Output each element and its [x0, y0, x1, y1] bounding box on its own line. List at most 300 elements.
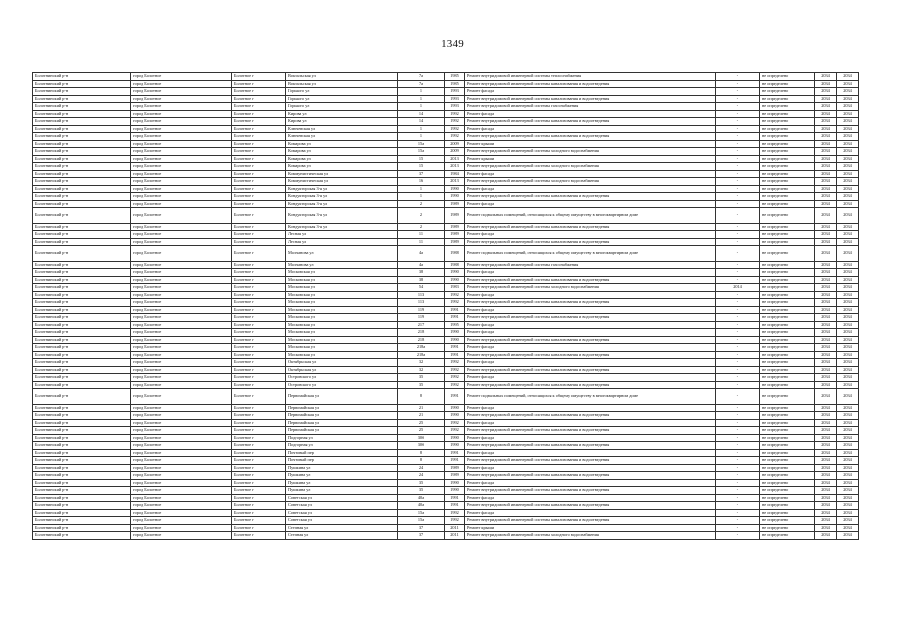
fund-year-cell: - [716, 73, 760, 81]
status-cell: не определено [760, 329, 815, 337]
house-number-cell: 30б [398, 434, 445, 442]
settlement-cell: город Болотное [131, 427, 232, 435]
street-cell: Комарова ул [286, 163, 398, 171]
work-type-cell: Ремонт фасада [465, 434, 716, 442]
plan-year-start-cell: 2034 [815, 261, 837, 269]
table-row [33, 299, 859, 307]
locality-cell: Болотное г [232, 336, 286, 344]
fund-year-cell: - [716, 351, 760, 359]
fund-year-cell: - [716, 457, 760, 465]
plan-year-start-cell: 2034 [815, 284, 837, 292]
build-year-cell: 1990 [445, 487, 465, 495]
locality-cell: Болотное г [232, 404, 286, 412]
status-cell: не определено [760, 419, 815, 427]
locality-cell: Болотное г [232, 351, 286, 359]
table-row [33, 193, 859, 201]
street-cell: Первомайская ул [286, 404, 398, 412]
house-number-cell: 4а [398, 261, 445, 269]
street-cell: Молчанова ул [286, 246, 398, 262]
house-number-cell: 32 [398, 359, 445, 367]
district-cell: Болотнинский р-н [33, 336, 131, 344]
locality-cell: Болотное г [232, 163, 286, 171]
work-type-cell: Ремонт крыши [465, 524, 716, 532]
fund-year-cell: - [716, 299, 760, 307]
settlement-cell: город Болотное [131, 314, 232, 322]
district-cell: Болотнинский р-н [33, 329, 131, 337]
table-row [33, 329, 859, 337]
settlement-cell: город Болотное [131, 140, 232, 148]
house-number-cell: 2 [398, 223, 445, 231]
district-cell: Болотнинский р-н [33, 314, 131, 322]
table-row [33, 73, 859, 81]
district-cell: Болотнинский р-н [33, 238, 131, 246]
fund-year-cell: - [716, 291, 760, 299]
fund-year-cell: - [716, 246, 760, 262]
table-row [33, 178, 859, 186]
settlement-cell: город Болотное [131, 524, 232, 532]
settlement-cell: город Болотное [131, 494, 232, 502]
street-cell: Пушкина ул [286, 487, 398, 495]
street-cell: Пушкина ул [286, 464, 398, 472]
work-type-cell: Ремонт фасада [465, 404, 716, 412]
work-type-cell: Ремонт внутридомовой инженерной системы канализования и водоотведения [465, 517, 716, 525]
district-cell: Болотнинский р-н [33, 464, 131, 472]
settlement-cell: город Болотное [131, 329, 232, 337]
table-row [33, 118, 859, 126]
fund-year-cell: - [716, 502, 760, 510]
build-year-cell: 1993 [445, 95, 465, 103]
plan-year-start-cell: 2034 [815, 366, 837, 374]
fund-year-cell: - [716, 404, 760, 412]
status-cell: не определено [760, 133, 815, 141]
street-cell: Московская ул [286, 299, 398, 307]
street-cell: Московская ул [286, 306, 398, 314]
house-number-cell: 54 [398, 284, 445, 292]
status-cell: не определено [760, 351, 815, 359]
settlement-cell: город Болотное [131, 517, 232, 525]
fund-year-cell: - [716, 155, 760, 163]
status-cell: не определено [760, 80, 815, 88]
locality-cell: Болотное г [232, 238, 286, 246]
locality-cell: Болотное г [232, 517, 286, 525]
locality-cell: Болотное г [232, 464, 286, 472]
status-cell: не определено [760, 125, 815, 133]
district-cell: Болотнинский р-н [33, 223, 131, 231]
locality-cell: Болотное г [232, 125, 286, 133]
fund-year-cell: - [716, 532, 760, 540]
settlement-cell: город Болотное [131, 200, 232, 208]
plan-year-start-cell: 2034 [815, 170, 837, 178]
settlement-cell: город Болотное [131, 261, 232, 269]
fund-year-cell: - [716, 140, 760, 148]
build-year-cell: 1989 [445, 238, 465, 246]
fund-year-cell: - [716, 261, 760, 269]
house-number-cell: 1 [398, 95, 445, 103]
build-year-cell: 1991 [445, 314, 465, 322]
table-row [33, 427, 859, 435]
build-year-cell: 1991 [445, 306, 465, 314]
plan-year-start-cell: 2034 [815, 389, 837, 405]
fund-year-cell: - [716, 524, 760, 532]
work-type-cell: Ремонт подвальных помещений, относящихся к общему имуществу в многоквартирном доме [465, 208, 716, 224]
work-type-cell: Ремонт внутридомовой инженерной системы канализования и водоотведения [465, 427, 716, 435]
plan-year-start-cell: 2034 [815, 95, 837, 103]
district-cell: Болотнинский р-н [33, 389, 131, 405]
plan-year-end-cell: 2034 [837, 329, 859, 337]
work-type-cell: Ремонт внутридомовой инженерной системы канализования и водоотведения [465, 223, 716, 231]
house-number-cell: 15 [398, 155, 445, 163]
house-number-cell: 32 [398, 366, 445, 374]
plan-year-end-cell: 2034 [837, 178, 859, 186]
work-type-cell: Ремонт фасада [465, 269, 716, 277]
build-year-cell: 1991 [445, 494, 465, 502]
status-cell: не определено [760, 374, 815, 382]
plan-year-start-cell: 2034 [815, 306, 837, 314]
plan-year-end-cell: 2034 [837, 73, 859, 81]
status-cell: не определено [760, 502, 815, 510]
district-cell: Болотнинский р-н [33, 103, 131, 111]
plan-year-end-cell: 2034 [837, 359, 859, 367]
district-cell: Болотнинский р-н [33, 479, 131, 487]
settlement-cell: город Болотное [131, 276, 232, 284]
work-type-cell: Ремонт подвальных помещений, относящихся к общему имуществу в многоквартирном доме [465, 246, 716, 262]
build-year-cell: 1990 [445, 479, 465, 487]
settlement-cell: город Болотное [131, 291, 232, 299]
table-row [33, 419, 859, 427]
status-cell: не определено [760, 155, 815, 163]
table-row [33, 494, 859, 502]
district-cell: Болотнинский р-н [33, 524, 131, 532]
status-cell: не определено [760, 299, 815, 307]
build-year-cell: 1992 [445, 118, 465, 126]
plan-year-start-cell: 2034 [815, 381, 837, 389]
settlement-cell: город Болотное [131, 374, 232, 382]
house-number-cell: 8 [398, 449, 445, 457]
house-number-cell: 25 [398, 427, 445, 435]
status-cell: не определено [760, 517, 815, 525]
fund-year-cell: - [716, 88, 760, 96]
district-cell: Болотнинский р-н [33, 231, 131, 239]
table-row [33, 125, 859, 133]
settlement-cell: город Болотное [131, 366, 232, 374]
street-cell: Подгорная ул [286, 434, 398, 442]
locality-cell: Болотное г [232, 178, 286, 186]
plan-year-start-cell: 2034 [815, 532, 837, 540]
status-cell: не определено [760, 336, 815, 344]
locality-cell: Болотное г [232, 472, 286, 480]
table-row [33, 80, 859, 88]
house-number-cell: 2 [398, 200, 445, 208]
locality-cell: Болотное г [232, 208, 286, 224]
build-year-cell: 1990 [445, 329, 465, 337]
house-number-cell: 21 [398, 404, 445, 412]
plan-year-start-cell: 2034 [815, 442, 837, 450]
district-cell: Болотнинский р-н [33, 284, 131, 292]
build-year-cell: 1989 [445, 464, 465, 472]
plan-year-end-cell: 2034 [837, 472, 859, 480]
street-cell: Островского ул [286, 381, 398, 389]
table-row [33, 223, 859, 231]
plan-year-start-cell: 2034 [815, 336, 837, 344]
plan-year-start-cell: 2034 [815, 223, 837, 231]
house-number-cell: 1 [398, 125, 445, 133]
fund-year-cell: - [716, 487, 760, 495]
work-type-cell: Ремонт внутридомовой инженерной системы канализования и водоотведения [465, 366, 716, 374]
status-cell: не определено [760, 284, 815, 292]
street-cell: Кондукторская 3-я ул [286, 223, 398, 231]
settlement-cell: город Болотное [131, 359, 232, 367]
build-year-cell: 1989 [445, 223, 465, 231]
house-number-cell: 35 [398, 374, 445, 382]
plan-year-start-cell: 2034 [815, 299, 837, 307]
locality-cell: Болотное г [232, 284, 286, 292]
table-row [33, 155, 859, 163]
build-year-cell: 2009 [445, 148, 465, 156]
work-type-cell: Ремонт фасада [465, 125, 716, 133]
status-cell: не определено [760, 381, 815, 389]
table-row [33, 374, 859, 382]
street-cell: Подгорная ул [286, 442, 398, 450]
status-cell: не определено [760, 291, 815, 299]
table-row [33, 359, 859, 367]
table-row [33, 185, 859, 193]
settlement-cell: город Болотное [131, 163, 232, 171]
locality-cell: Болотное г [232, 223, 286, 231]
street-cell: Советская ул [286, 494, 398, 502]
table-row [33, 306, 859, 314]
plan-year-start-cell: 2034 [815, 80, 837, 88]
fund-year-cell: - [716, 208, 760, 224]
district-cell: Болотнинский р-н [33, 427, 131, 435]
house-number-cell: 218 [398, 329, 445, 337]
street-cell: Московская ул [286, 314, 398, 322]
locality-cell: Болотное г [232, 374, 286, 382]
settlement-cell: город Болотное [131, 299, 232, 307]
district-cell: Болотнинский р-н [33, 125, 131, 133]
work-type-cell: Ремонт внутридомовой инженерной системы канализования и водоотведения [465, 133, 716, 141]
plan-year-end-cell: 2034 [837, 442, 859, 450]
table-row [33, 140, 859, 148]
work-type-cell: Ремонт фасада [465, 494, 716, 502]
settlement-cell: город Болотное [131, 110, 232, 118]
locality-cell: Болотное г [232, 412, 286, 420]
house-number-cell: 24 [398, 464, 445, 472]
plan-year-end-cell: 2034 [837, 261, 859, 269]
locality-cell: Болотное г [232, 389, 286, 405]
status-cell: не определено [760, 472, 815, 480]
fund-year-cell: - [716, 472, 760, 480]
street-cell: Московская ул [286, 344, 398, 352]
house-number-cell: 119 [398, 306, 445, 314]
settlement-cell: город Болотное [131, 133, 232, 141]
street-cell: Московская ул [286, 276, 398, 284]
plan-year-start-cell: 2034 [815, 246, 837, 262]
plan-year-end-cell: 2034 [837, 524, 859, 532]
locality-cell: Болотное г [232, 502, 286, 510]
status-cell: не определено [760, 140, 815, 148]
house-number-cell: 8 [398, 389, 445, 405]
house-number-cell: 2 [398, 208, 445, 224]
street-cell: Пушкина ул [286, 472, 398, 480]
table-row [33, 404, 859, 412]
plan-year-start-cell: 2034 [815, 118, 837, 126]
settlement-cell: город Болотное [131, 434, 232, 442]
work-type-cell: Ремонт внутридомовой инженерной системы канализования и водоотведения [465, 118, 716, 126]
plan-year-start-cell: 2034 [815, 238, 837, 246]
work-type-cell: Ремонт внутридомовой инженерной системы теплоснабжения [465, 73, 716, 81]
work-type-cell: Ремонт внутридомовой инженерной системы канализования и водоотведения [465, 95, 716, 103]
plan-year-start-cell: 2034 [815, 110, 837, 118]
work-type-cell: Ремонт внутридомовой инженерной системы газоснабжения [465, 103, 716, 111]
table-row [33, 148, 859, 156]
street-cell: Московская ул [286, 351, 398, 359]
street-cell: Кондукторская 3-я ул [286, 208, 398, 224]
house-number-cell: 15а [398, 517, 445, 525]
status-cell: не определено [760, 231, 815, 239]
table-row [33, 246, 859, 262]
build-year-cell: 2009 [445, 140, 465, 148]
work-type-cell: Ремонт фасада [465, 231, 716, 239]
status-cell: не определено [760, 103, 815, 111]
locality-cell: Болотное г [232, 494, 286, 502]
locality-cell: Болотное г [232, 200, 286, 208]
locality-cell: Болотное г [232, 80, 286, 88]
district-cell: Болотнинский р-н [33, 457, 131, 465]
plan-year-end-cell: 2034 [837, 140, 859, 148]
build-year-cell: 1989 [445, 200, 465, 208]
district-cell: Болотнинский р-н [33, 95, 131, 103]
plan-year-end-cell: 2034 [837, 193, 859, 201]
plan-year-end-cell: 2034 [837, 487, 859, 495]
status-cell: не определено [760, 344, 815, 352]
status-cell: не определено [760, 494, 815, 502]
district-cell: Болотнинский р-н [33, 133, 131, 141]
table-row [33, 321, 859, 329]
table-row [33, 517, 859, 525]
settlement-cell: город Болотное [131, 155, 232, 163]
plan-year-end-cell: 2034 [837, 170, 859, 178]
plan-year-start-cell: 2034 [815, 472, 837, 480]
work-type-cell: Ремонт внутридомовой инженерной системы канализования и водоотведения [465, 299, 716, 307]
work-type-cell: Ремонт фасада [465, 329, 716, 337]
house-number-cell: 21 [398, 412, 445, 420]
fund-year-cell: - [716, 125, 760, 133]
plan-year-start-cell: 2034 [815, 314, 837, 322]
street-cell: Московская ул [286, 284, 398, 292]
plan-year-end-cell: 2034 [837, 269, 859, 277]
street-cell: Степная ул [286, 524, 398, 532]
house-number-cell: 37 [398, 170, 445, 178]
house-number-cell: 30б [398, 442, 445, 450]
district-cell: Болотнинский р-н [33, 148, 131, 156]
work-type-cell: Ремонт фасада [465, 185, 716, 193]
district-cell: Болотнинский р-н [33, 246, 131, 262]
plan-year-end-cell: 2034 [837, 479, 859, 487]
plan-year-start-cell: 2034 [815, 88, 837, 96]
house-number-cell: 40а [398, 494, 445, 502]
plan-year-end-cell: 2034 [837, 163, 859, 171]
locality-cell: Болотное г [232, 133, 286, 141]
district-cell: Болотнинский р-н [33, 509, 131, 517]
work-type-cell: Ремонт фасада [465, 344, 716, 352]
fund-year-cell: - [716, 193, 760, 201]
table-row [33, 381, 859, 389]
plan-year-end-cell: 2034 [837, 231, 859, 239]
plan-year-end-cell: 2034 [837, 291, 859, 299]
house-number-cell: 217 [398, 321, 445, 329]
district-cell: Болотнинский р-н [33, 494, 131, 502]
table-row [33, 88, 859, 96]
table-row [33, 502, 859, 510]
fund-year-cell: - [716, 133, 760, 141]
table-row [33, 200, 859, 208]
build-year-cell: 1992 [445, 291, 465, 299]
house-number-cell: 35 [398, 479, 445, 487]
district-cell: Болотнинский р-н [33, 178, 131, 186]
district-cell: Болотнинский р-н [33, 404, 131, 412]
street-cell: Молчанова ул [286, 261, 398, 269]
fund-year-cell: - [716, 434, 760, 442]
district-cell: Болотнинский р-н [33, 321, 131, 329]
build-year-cell: 1991 [445, 457, 465, 465]
settlement-cell: город Болотное [131, 487, 232, 495]
fund-year-cell: - [716, 80, 760, 88]
work-type-cell: Ремонт крыши [465, 140, 716, 148]
settlement-cell: город Болотное [131, 532, 232, 540]
plan-year-start-cell: 2034 [815, 351, 837, 359]
build-year-cell: 1993 [445, 103, 465, 111]
street-cell: Почтовый пер [286, 449, 398, 457]
work-type-cell: Ремонт внутридомовой инженерной системы канализования и водоотведения [465, 314, 716, 322]
table-row [33, 208, 859, 224]
table-row [33, 389, 859, 405]
plan-year-start-cell: 2034 [815, 148, 837, 156]
plan-year-start-cell: 2034 [815, 494, 837, 502]
build-year-cell: 1992 [445, 359, 465, 367]
status-cell: не определено [760, 118, 815, 126]
plan-year-start-cell: 2034 [815, 464, 837, 472]
plan-year-end-cell: 2034 [837, 246, 859, 262]
build-year-cell: 1991 [445, 351, 465, 359]
status-cell: не определено [760, 208, 815, 224]
work-type-cell: Ремонт внутридомовой инженерной системы холодного водоснабжения [465, 284, 716, 292]
plan-year-start-cell: 2034 [815, 276, 837, 284]
status-cell: не определено [760, 427, 815, 435]
settlement-cell: город Болотное [131, 502, 232, 510]
work-type-cell: Ремонт внутридомовой инженерной системы канализования и водоотведения [465, 472, 716, 480]
plan-year-end-cell: 2034 [837, 299, 859, 307]
settlement-cell: город Болотное [131, 88, 232, 96]
table-row [33, 472, 859, 480]
house-number-cell: 14 [398, 110, 445, 118]
locality-cell: Болотное г [232, 366, 286, 374]
plan-year-end-cell: 2034 [837, 434, 859, 442]
plan-year-end-cell: 2034 [837, 155, 859, 163]
settlement-cell: город Болотное [131, 404, 232, 412]
house-number-cell: 15а [398, 148, 445, 156]
status-cell: не определено [760, 464, 815, 472]
build-year-cell: 1989 [445, 208, 465, 224]
street-cell: Московская ул [286, 329, 398, 337]
district-cell: Болотнинский р-н [33, 118, 131, 126]
street-cell: Горького ул [286, 88, 398, 96]
settlement-cell: город Болотное [131, 269, 232, 277]
district-cell: Болотнинский р-н [33, 359, 131, 367]
street-cell: Первомайская ул [286, 389, 398, 405]
plan-year-start-cell: 2034 [815, 133, 837, 141]
fund-year-cell: - [716, 231, 760, 239]
build-year-cell: 1990 [445, 442, 465, 450]
